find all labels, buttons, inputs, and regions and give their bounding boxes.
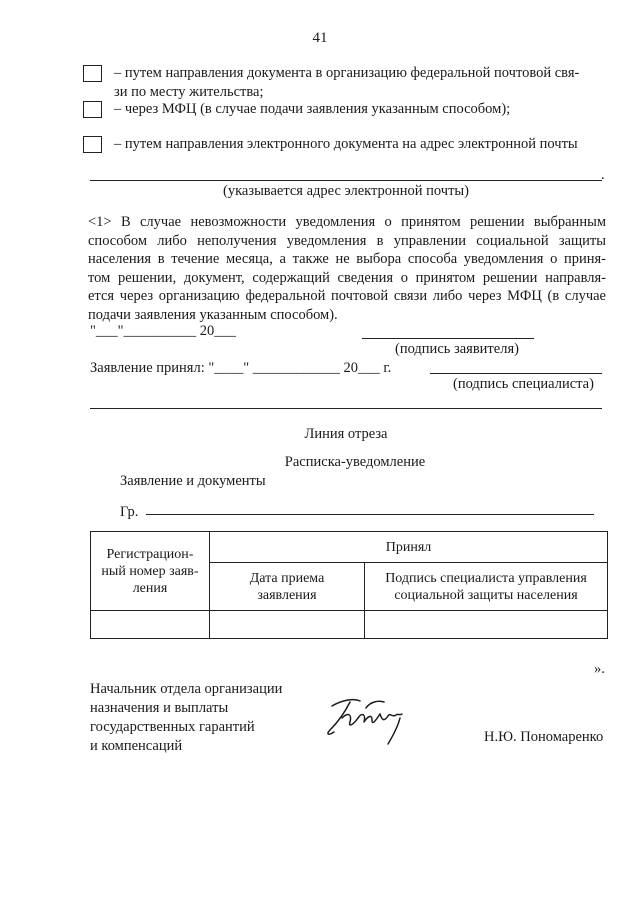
footnote-paragraph — [88, 213, 606, 325]
email-field-line[interactable] — [90, 180, 602, 181]
checkbox-post[interactable] — [83, 65, 102, 82]
checkbox-mfc[interactable] — [83, 101, 102, 118]
accepted-header: Принял — [210, 532, 608, 563]
specialist-signature-header — [365, 563, 608, 611]
applicant-signature-line[interactable] — [362, 338, 534, 339]
specialist-signature-header-line: Подпись специалиста управления — [385, 570, 587, 586]
reg-number-header — [91, 532, 210, 611]
signatory-position-line: Начальник отдела организации — [90, 681, 283, 697]
application-date: "___"__________ 20___ — [90, 323, 236, 339]
option-mfc-label: – через МФЦ (в случае подачи заявления указанным способом); — [114, 101, 511, 117]
receipt-title: Расписка-уведомление — [284, 454, 426, 470]
option-email-label: – путем направления электронного документа на адрес электронной почты — [114, 136, 578, 152]
cut-line-label: Линия отреза — [304, 426, 388, 442]
date-received-header — [210, 563, 365, 611]
date-received-cell[interactable] — [210, 611, 365, 639]
reg-number-header-line: Регистрацион- — [106, 546, 194, 562]
specialist-signature-line[interactable] — [430, 373, 602, 374]
checkbox-email[interactable] — [83, 136, 102, 153]
signatory-position-line: государственных гарантий — [90, 719, 255, 735]
footnote-line: населения в течение месяца, а также не выбора способа уведомления о приня- — [88, 251, 606, 268]
cut-line-rule — [90, 408, 602, 409]
footnote-line: подачи заявления указанным способом). — [88, 306, 338, 323]
footnote-line: ется через организацию федеральной почтовой связи либо через МФЦ (в случае — [88, 288, 606, 305]
citizen-name-field[interactable] — [146, 514, 594, 515]
specialist-signature-cell[interactable] — [365, 611, 608, 639]
specialist-signature-caption: (подпись специалиста) — [453, 376, 594, 392]
accepted-by-line: Заявление принял: "____" ____________ 20___ г. — [90, 360, 392, 376]
option-post-line2: зи по месту жительства; — [114, 84, 264, 100]
signatory-position-line: назначения и выплаты — [90, 700, 229, 716]
reg-number-header-line: ный номер заяв- — [101, 563, 199, 579]
applicant-signature-caption: (подпись заявителя) — [395, 341, 519, 357]
footnote-line: способом либо неполучения уведомления в управлении социальной защиты — [88, 232, 606, 249]
signatory-position-line: и компенсаций — [90, 738, 183, 754]
reg-number-cell[interactable] — [91, 611, 210, 639]
specialist-signature-header-line: социальной защиты населения — [394, 587, 578, 603]
footnote-line: том решении, документ, содержащий сведения о принятом решении направля- — [88, 269, 606, 286]
receipt-table — [90, 531, 608, 639]
option-post-line1: – путем направления документа в организацию федеральной почтовой свя- — [114, 65, 580, 81]
email-period: . — [601, 167, 605, 183]
footnote-line: <1> В случае невозможности уведомления о принятом решении выбранным — [88, 214, 606, 230]
email-caption: (указывается адрес электронной почты) — [223, 183, 469, 199]
closing-quote: ». — [594, 661, 605, 677]
page-number: 41 — [312, 30, 328, 46]
citizen-label: Гр. — [120, 504, 139, 520]
date-received-header-line: заявления — [257, 587, 317, 603]
signatory-name: Н.Ю. Пономаренко — [484, 729, 604, 745]
signatory-position — [90, 680, 282, 756]
date-received-header-line: Дата приема — [249, 570, 325, 586]
handwritten-signature — [322, 688, 414, 748]
receipt-text: Заявление и документы — [120, 473, 266, 489]
reg-number-header-line: ления — [132, 580, 168, 596]
